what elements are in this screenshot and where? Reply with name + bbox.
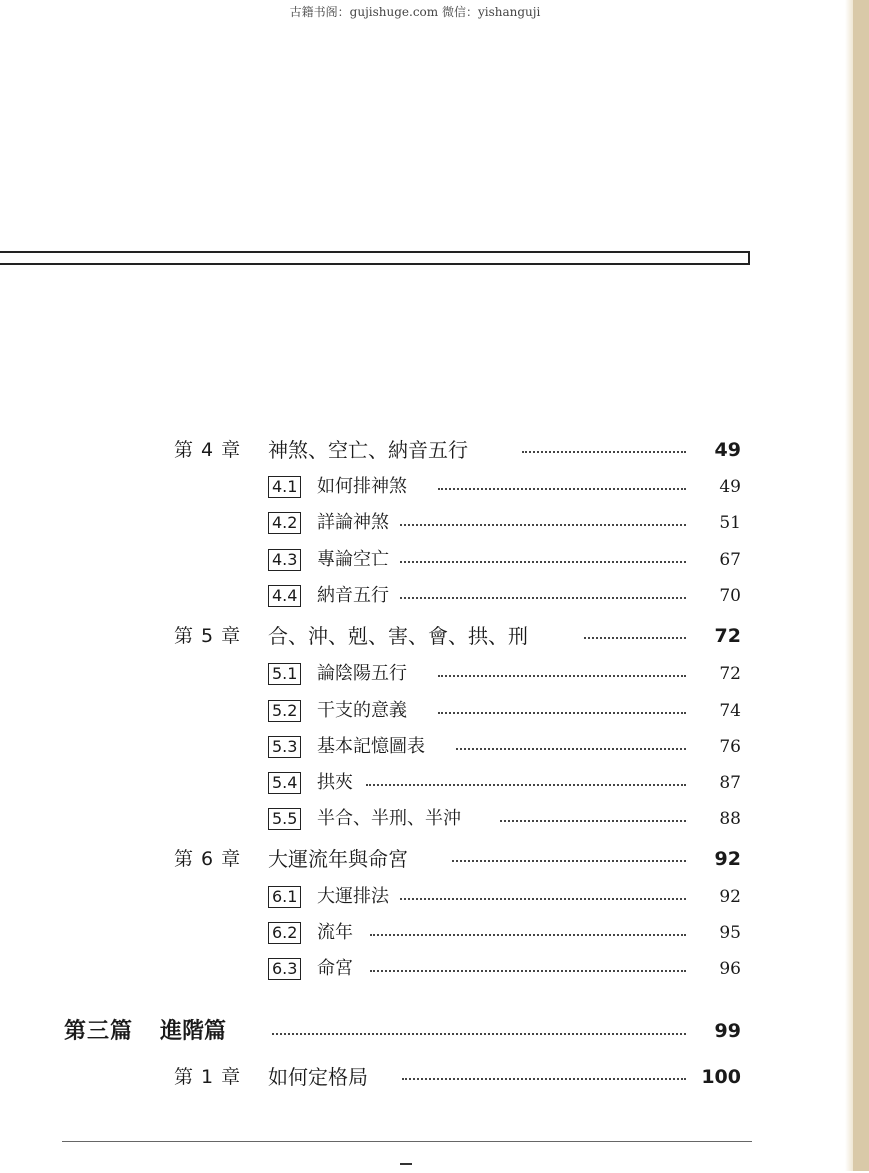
chapter-page: 100 [701,1066,741,1088]
toc-chapter-row[interactable] [0,845,869,873]
leader-dots [438,675,686,677]
section-page: 92 [719,887,741,907]
section-number: 5.3 [268,736,301,758]
chapter-title: 合、沖、剋、害、會、拱、刑 [268,624,528,648]
toc-section-row[interactable] [0,660,869,688]
section-number: 5.1 [268,663,301,685]
section-number: 6.1 [268,886,301,908]
section-title: 論陰陽五行 [317,663,407,684]
section-title: 流年 [317,922,353,943]
leader-dots [400,524,686,526]
chapter-title: 大運流年與命宮 [268,847,408,871]
footer-rule [62,1141,752,1142]
section-page: 70 [719,586,741,606]
leader-dots [438,488,686,490]
toc-section-row[interactable] [0,805,869,833]
section-number: 5.2 [268,700,301,722]
leader-dots [522,451,686,453]
leader-dots [400,898,686,900]
section-number: 4.1 [268,476,301,498]
page-number-fragment [400,1163,412,1173]
leader-dots [370,934,686,936]
section-title: 詳論神煞 [317,512,389,533]
section-page: 72 [719,664,741,684]
section-page: 76 [719,737,741,757]
chapter-page: 72 [714,625,741,647]
leader-dots [402,1078,686,1080]
toc-section-row[interactable] [0,509,869,537]
chapter-label: 第 1 章 [174,1066,242,1088]
toc-section-row[interactable] [0,733,869,761]
section-title: 半合、半刑、半沖 [317,808,461,829]
leader-dots [366,784,686,786]
leader-dots [456,748,686,750]
leader-dots [272,1033,686,1035]
section-number: 4.2 [268,512,301,534]
leader-dots [584,637,686,639]
section-page: 74 [719,701,741,721]
section-title: 專論空亡 [317,549,389,570]
toc-section-row[interactable] [0,919,869,947]
chapter-label: 第 5 章 [174,625,242,647]
toc-section-row[interactable] [0,955,869,983]
section-title: 命宮 [317,958,353,979]
section-page: 87 [719,773,741,793]
leader-dots [438,712,686,714]
section-title: 拱夾 [317,772,353,793]
toc-section-row[interactable] [0,697,869,725]
section-page: 95 [719,923,741,943]
leader-dots [370,970,686,972]
section-number: 6.2 [268,922,301,944]
section-number: 4.3 [268,549,301,571]
chapter-page: 49 [714,439,741,461]
section-title: 如何排神煞 [317,476,407,497]
part-label: 第三篇 [64,1018,134,1044]
section-page: 67 [719,550,741,570]
section-page: 88 [719,809,741,829]
chapter-title: 神煞、空亡、納音五行 [268,438,468,462]
section-title: 納音五行 [317,585,389,606]
section-number: 5.5 [268,808,301,830]
section-page: 49 [719,477,741,497]
toc-section-row[interactable] [0,883,869,911]
section-number: 4.4 [268,585,301,607]
toc-chapter-row[interactable] [0,622,869,650]
section-title: 干支的意義 [317,700,407,721]
leader-dots [400,597,686,599]
toc-chapter-row[interactable] [0,436,869,464]
section-number: 5.4 [268,772,301,794]
leader-dots [452,860,686,862]
leader-dots [400,561,686,563]
part-title: 進階篇 [160,1018,227,1044]
leader-dots [500,820,686,822]
watermark-text: 古籍书阁：gujishuge.com 微信：yishanguji [289,5,541,19]
section-title: 大運排法 [317,886,389,907]
toc-part-row[interactable] [0,1016,869,1046]
toc-section-row[interactable] [0,546,869,574]
section-page: 51 [719,513,741,533]
section-title: 基本記憶圖表 [317,736,425,757]
section-page: 96 [719,959,741,979]
chapter-label: 第 6 章 [174,848,242,870]
part-page: 99 [714,1020,741,1042]
chapter-label: 第 4 章 [174,439,242,461]
chapter-page: 92 [714,848,741,870]
toc-chapter-row[interactable] [0,1063,869,1091]
toc-section-row[interactable] [0,473,869,501]
toc-section-row[interactable] [0,582,869,610]
toc-section-row[interactable] [0,769,869,797]
chapter-title: 如何定格局 [268,1065,368,1089]
section-number: 6.3 [268,958,301,980]
header-frame-bar [0,251,750,265]
